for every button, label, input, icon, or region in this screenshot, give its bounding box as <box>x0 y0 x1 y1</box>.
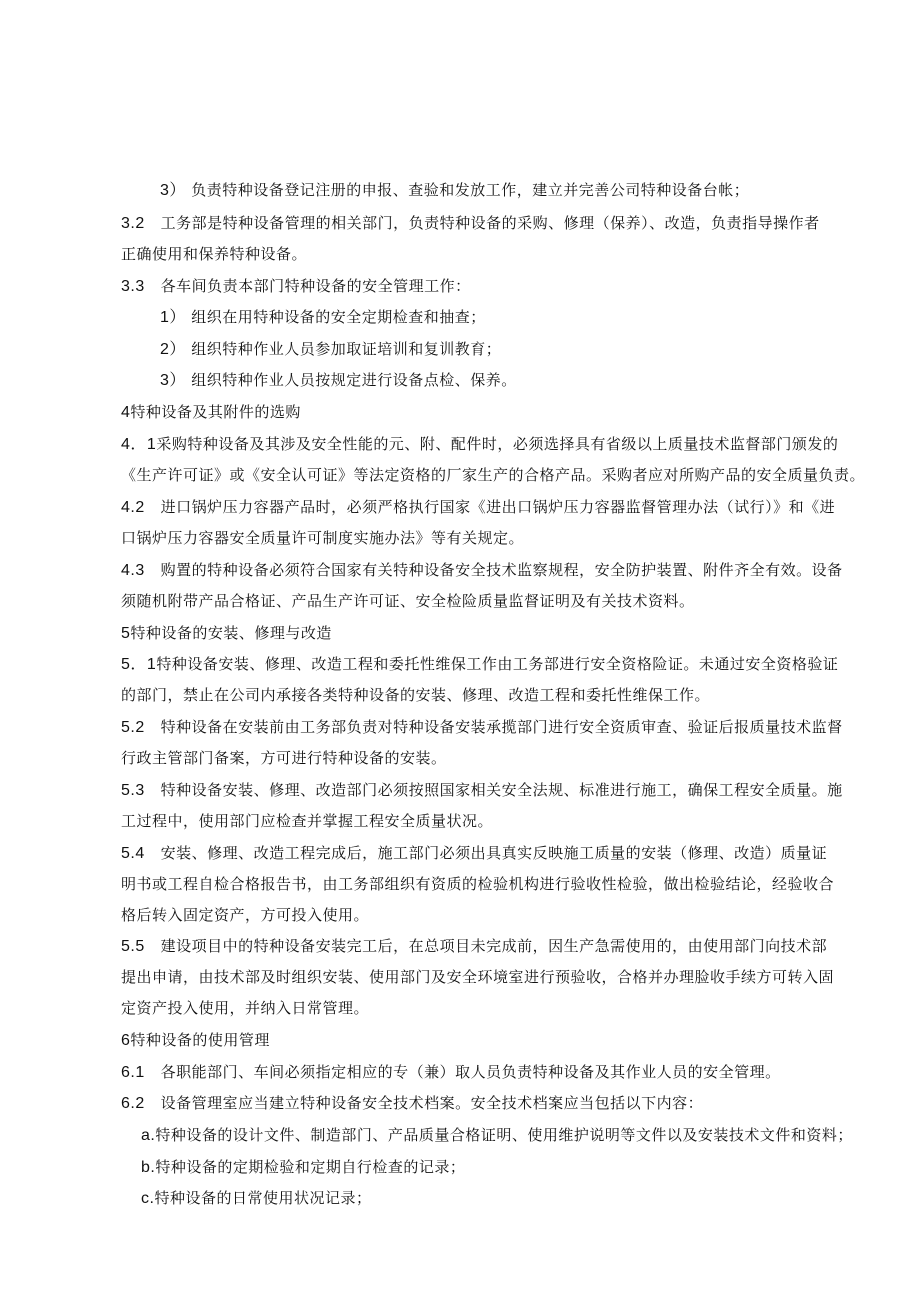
line-text: 口锅炉压力容器安全质量许可制度实施办法》等有关规定。 <box>121 529 525 547</box>
section-4-2 <box>121 497 835 518</box>
section-5-4-cont <box>121 874 834 894</box>
line-text: 组织特种作业人员按规定进行设备点检、保养。 <box>191 371 517 389</box>
line-text: 特种设备安装、修理、改造工程和委托性维保工作由工务部进行安全资格险证。未通过安全资格验证 <box>156 655 839 673</box>
section-5-5-cont <box>121 967 834 987</box>
section-5-4-cont-2 <box>121 905 369 925</box>
line-number: a. <box>141 1127 156 1144</box>
section-number: 3.3 <box>121 278 145 295</box>
line-text: 采购特种设备及其涉及安全性能的元、附、配件时，必须选择具有省级以上质量技术监督部门颁发的 <box>156 435 839 453</box>
line-text: 安装、修理、改造工程完成后，施工部门必须出具真实反映施工质量的安装（修理、改造）质量证 <box>160 844 828 862</box>
section-5-5 <box>121 936 827 957</box>
section-number: 4．1 <box>121 436 157 453</box>
line-text: 各车间负责本部门特种设备的安全管理工作： <box>160 277 471 295</box>
line-text: 设备管理室应当建立特种设备安全技术档案。安全技术档案应当包括以下内容： <box>160 1094 704 1112</box>
section-4-3-cont <box>121 591 695 611</box>
line-text: 提出申请，由技术部及时组织安装、使用部门及安全环境室进行预验收，合格并办理脸收手续方可转入固 <box>121 968 835 986</box>
section-6-2 <box>121 1093 703 1114</box>
heading-6 <box>121 1030 270 1051</box>
line-text: 特种设备安装、修理、改造部门必须按照国家相关安全法规、标准进行施工，确保工程安全质量。施 <box>160 781 843 799</box>
line-text: 行政主管部门备案，方可进行特种设备的安装。 <box>121 749 447 767</box>
section-4-1 <box>121 434 838 455</box>
item-3 <box>160 370 517 391</box>
line-number: b. <box>141 1159 156 1176</box>
section-4-2-cont <box>121 528 524 548</box>
line-text: 特种设备在安装前由工务部负责对特种设备安装承揽部门进行安全资质审查、验证后报质量技术监督 <box>160 718 843 736</box>
line-text: 各职能部门、车间必须指定相应的专（兼）取人员负责特种设备及其作业人员的安全管理。 <box>160 1063 781 1081</box>
section-5-2-cont <box>121 748 447 768</box>
section-4-3 <box>121 560 843 581</box>
section-5-5-cont-2 <box>121 998 369 1018</box>
section-5-2 <box>121 717 843 738</box>
item-1 <box>160 307 486 328</box>
heading-text: 特种设备及其附件的选购 <box>130 403 301 421</box>
line-text: 购置的特种设备必须符合国家有关特种设备安全技术监察规程，安全防护装置、附件齐全有效。设备 <box>160 561 843 579</box>
heading-5 <box>121 623 332 644</box>
section-number: 5.3 <box>121 782 145 799</box>
section-4-1-cont <box>121 465 865 485</box>
line-text: 组织特种作业人员参加取证培训和复训教育； <box>191 340 502 358</box>
section-number: 5．1 <box>121 656 157 673</box>
section-number: 5 <box>121 625 131 642</box>
heading-4 <box>121 402 301 423</box>
line-text: 建设项目中的特种设备安装完工后，在总项目未完成前，因生产急需使用的，由使用部门向技术部 <box>160 937 828 955</box>
item-c <box>141 1188 371 1209</box>
section-number: 5.5 <box>121 938 145 955</box>
line-text: 工过程中，使用部门应检查并掌握工程安全质量状况。 <box>121 812 494 830</box>
line-text: 进口锅炉压力容器产品时，必须严格执行国家《进出口锅炉压力容器监督管理办法（试行）》和《进 <box>160 498 836 516</box>
line-text: 组织在用特种设备的安全定期检查和抽查； <box>191 308 486 326</box>
item-2 <box>160 339 501 360</box>
line-number: 2） <box>160 341 186 358</box>
section-number: 5.2 <box>121 719 145 736</box>
line-text: 特种设备的日常使用状况记录； <box>154 1189 372 1207</box>
section-number: 6.1 <box>121 1064 145 1081</box>
section-5-3-cont <box>121 811 493 831</box>
line-number: 3） <box>160 372 186 389</box>
section-5-1-cont <box>121 685 710 705</box>
line-text: 特种设备的设计文件、制造部门、产品质量合格证明、使用维护说明等文件以及安装技术文件和资料； <box>155 1126 853 1144</box>
section-number: 3.2 <box>121 215 145 232</box>
section-3-2-cont <box>121 244 307 264</box>
section-number: 6.2 <box>121 1095 145 1112</box>
section-3-3 <box>121 276 471 297</box>
line-text: 负责特种设备登记注册的申报、查验和发放工作，建立并完善公司特种设备台帐； <box>191 181 750 199</box>
section-number: 4.2 <box>121 499 145 516</box>
section-5-3 <box>121 780 843 801</box>
item-b <box>141 1157 465 1178</box>
section-6-1 <box>121 1062 781 1083</box>
line-text: 定资产投入使用，并纳入日常管理。 <box>121 999 370 1017</box>
line-text: 须随机附带产品合格证、产品生产许可证、安全检险质量监督证明及有关技术资料。 <box>121 592 695 610</box>
line-text: 明书或工程自检合格报告书，由工务部组织有资质的检验机构进行验收性检验，做出检验结论，经验收合 <box>121 875 835 893</box>
line-text: 工务部是特种设备管理的相关部门，负责特种设备的采购、修理（保养）、改造，负责指导操作者 <box>160 214 820 232</box>
item-a <box>141 1125 853 1146</box>
section-number: 4.3 <box>121 562 145 579</box>
section-number: 4 <box>121 404 131 421</box>
line-text: 的部门，禁止在公司内承接各类特种设备的安装、修理、改造工程和委托性维保工作。 <box>121 686 711 704</box>
section-3-2 <box>121 213 820 234</box>
line-text: 特种设备的定期检验和定期自行检查的记录； <box>155 1158 466 1176</box>
item-3-3 <box>160 180 749 201</box>
section-number: 6 <box>121 1032 131 1049</box>
heading-text: 特种设备的安装、修理与改造 <box>130 624 332 642</box>
line-number: c. <box>141 1190 155 1207</box>
line-text: 《生产许可证》或《安全认可证》等法定资格的厂家生产的合格产品。采购者应对所购产品的安全质量负责。 <box>121 466 866 484</box>
line-text: 格后转入固定资产，方可投入使用。 <box>121 906 370 924</box>
line-number: 3） <box>160 182 186 199</box>
section-5-4 <box>121 843 827 864</box>
line-number: 1） <box>160 309 186 326</box>
section-5-1 <box>121 654 838 675</box>
line-text: 正确使用和保养特种设备。 <box>121 245 308 263</box>
section-number: 5.4 <box>121 845 145 862</box>
heading-text: 特种设备的使用管理 <box>130 1031 270 1049</box>
